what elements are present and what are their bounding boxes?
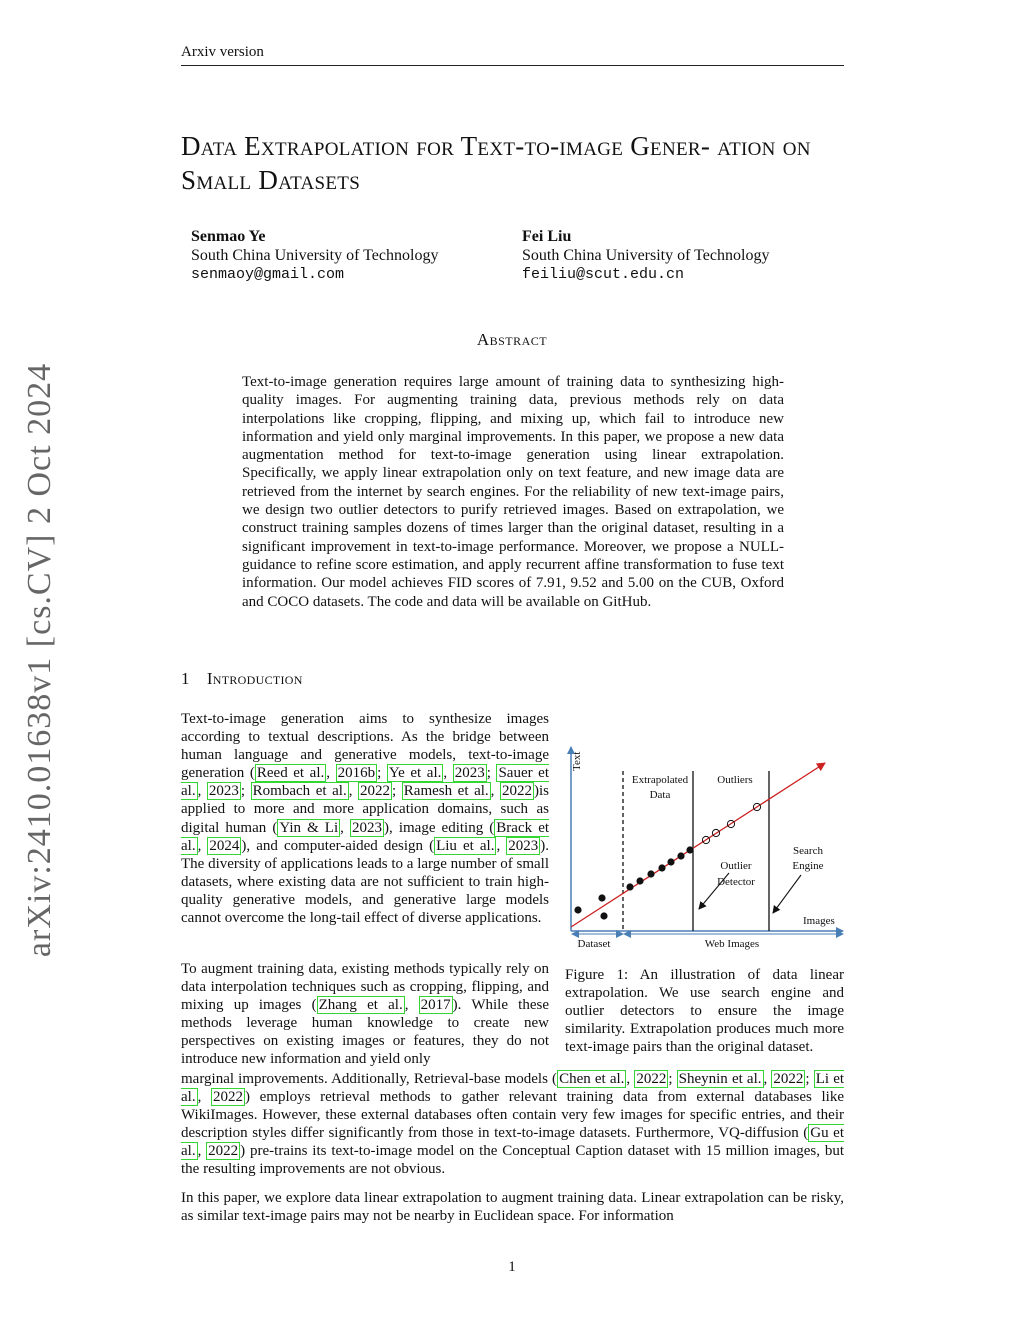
extrapolated-label: Data	[649, 789, 671, 801]
citation-link[interactable]: 2022	[773, 1071, 804, 1087]
search-arrow	[773, 875, 801, 913]
intro-paragraph-2: To augment training data, existing methods typically rely on data interpolation techniques such as cropping, flipping, and mixing up images ( Zhang et al. , 2017 ). While these methods leverage human knowledge to create new perspectives on existing images or features, they do not introduce new information and yield only	[181, 961, 549, 1068]
figure-caption: Figure 1: An illustration of data linear extrapolation. We use search engine and outlier detectors to ensure the image similarity. Extrapolation produces much more text-image pairs than the original dataset.	[565, 967, 844, 1056]
author-email[interactable]: senmaoy@gmail.com	[191, 266, 345, 283]
detector-label: Detector	[717, 876, 755, 888]
detector-label: Outlier	[720, 860, 752, 872]
citation-link[interactable]: Brack et al.	[181, 819, 550, 854]
author-affiliation: South China University of Technology	[522, 247, 770, 264]
intro-paragraph-1: Text-to-image generation aims to synthesize images according to textual descriptions. As the bridge between human language and generative models, text-to-image generation ( Reed et al. , 2016b ; Ye et al. , 2023 ; Sauer et al. , 2023 ; Rombach et al. , 2022 ; Ramesh et al. , 2022 )is applied to more and more application domains, such as digital human ( Yin & Li , 2023 ), image editing ( Brack et al. , 2024 ), and computer-aided design ( Liu et al. , 2023 ). The diversity of applications leads to a large number of small datasets, where existing data are not sufficient to train high-quality generative models, and generative large models cannot overcome the long-tail effect of diverse applications.	[181, 711, 550, 927]
citation-link[interactable]: 2023	[208, 783, 239, 800]
figure-1-diagram	[563, 741, 847, 957]
citation-link[interactable]: 2023	[508, 837, 539, 854]
citation-link[interactable]: 2017	[420, 997, 451, 1014]
citation-link[interactable]: Liu et al.	[436, 837, 495, 854]
arxiv-stamp-text: arXiv:2410.01638v1 [cs.CV] 2 Oct 2024	[21, 362, 58, 958]
section-number: 1	[181, 669, 190, 688]
web-images-label: Web Images	[704, 938, 760, 950]
y-axis-label: Text	[571, 751, 583, 771]
author-1	[191, 227, 491, 284]
citation-link[interactable]: 2023	[352, 819, 382, 836]
citation-link[interactable]: 2022	[502, 783, 532, 800]
author-2	[522, 227, 822, 284]
citation-link[interactable]: Zhang et al.	[318, 997, 403, 1014]
abstract-body: Text-to-image generation requires large amount of training data to synthesizing high-quality images. For augmenting training data, previous methods rely on data interpolations like cropping, flipping, and mixing up, which fail to introduce new information and yield only marginal improvements. In this paper, we propose a new data augmentation method for text-to-image generation using linear extrapolation. Specifically, we apply linear extrapolation only on text feature, and new image data are retrieved from the internet by search engines. For the reliability of new text-image pairs, we design two outlier detectors to purify retrieved images. Based on extrapolation, we construct training samples dozens of times larger than the original dataset, resulting in a significant improvement in text-to-image performance. Moreover, we propose a NULL-guidance to refine score estimation, and apply recurrent affine transformation to fuse text information. Our model achieves FID scores of 7.91, 9.52 and 5.00 on the CUB, Oxford and COCO datasets. The code and data will be available on GitHub.	[242, 374, 784, 610]
citation-link[interactable]: Ye et al.	[388, 765, 442, 782]
extrapolation-line	[571, 763, 825, 927]
citation-link[interactable]: Gu et al.	[181, 1125, 844, 1160]
citation-link[interactable]: Reed et al.	[256, 765, 325, 782]
section-title: Introduction	[206, 669, 303, 688]
citation-link[interactable]: Ramesh et al.	[403, 783, 489, 800]
citation-link[interactable]: Chen et al.	[559, 1071, 625, 1087]
citation-link[interactable]: Yin & Li	[279, 819, 339, 836]
data-points	[574, 846, 693, 919]
citation-link[interactable]: 2022	[212, 1089, 243, 1106]
x-axis-label: Images	[803, 915, 835, 927]
citation-link[interactable]: Li et al.	[181, 1071, 845, 1106]
author-name: Senmao Ye	[191, 228, 266, 245]
intro-paragraph-3: In this paper, we explore data linear extrapolation to augment training data. Linear extrapolation can be risky, as similar text-image pairs may not be nearby in Euclidean space. For information	[181, 1190, 844, 1225]
author-name: Fei Liu	[522, 228, 572, 245]
section-heading	[181, 669, 303, 689]
author-email[interactable]: feiliu@scut.edu.cn	[522, 266, 685, 283]
citation-link[interactable]: 2016b	[337, 765, 376, 782]
citation-link[interactable]: Rombach et al.	[252, 783, 347, 800]
search-engine-label: Engine	[792, 860, 824, 872]
arxiv-stamp	[10, 355, 70, 965]
detector-arrow	[699, 873, 729, 909]
outliers-label: Outliers	[717, 774, 753, 786]
extrapolated-label: Extrapolated	[631, 774, 689, 786]
intro-paragraph-2-cont: marginal improvements. Additionally, Retrieval-base models ( Chen et al. , 2022 ; Sheynin et al. , 2022 ; Li et al. , 2022 ) employs retrieval methods to gather relevant training data from external databases like WikiImages. However, these external databases often contain very few images for specific entries, and their description styles differ significantly from those in text-to-image datasets. Furthermore, VQ-diffusion ( Gu et al. , 2022 ) pre-trains its text-to-image model on the Conceptual Caption dataset with 15 million images, but the resulting improvements are not obvious.	[181, 1071, 845, 1178]
author-affiliation: South China University of Technology	[191, 247, 439, 264]
citation-link[interactable]: Sheynin et al.	[678, 1071, 762, 1087]
citation-link[interactable]: Sauer et al.	[181, 765, 550, 800]
citation-link[interactable]: 2023	[454, 765, 485, 782]
citation-link[interactable]: 2022	[208, 1143, 239, 1160]
page-number: 1	[508, 1259, 516, 1275]
citation-link[interactable]: 2022	[636, 1071, 667, 1087]
running-header: Arxiv version	[181, 44, 264, 60]
abstract-heading: Abstract	[476, 330, 548, 349]
dataset-label: Dataset	[577, 938, 611, 950]
search-engine-label: Search	[793, 845, 823, 857]
header-rule	[181, 65, 844, 66]
paper-title: Data Extrapolation for Text-to-image Gener- ation on Small Datasets	[181, 131, 811, 195]
citation-link[interactable]: 2024	[209, 837, 240, 854]
citation-link[interactable]: 2022	[360, 783, 391, 800]
